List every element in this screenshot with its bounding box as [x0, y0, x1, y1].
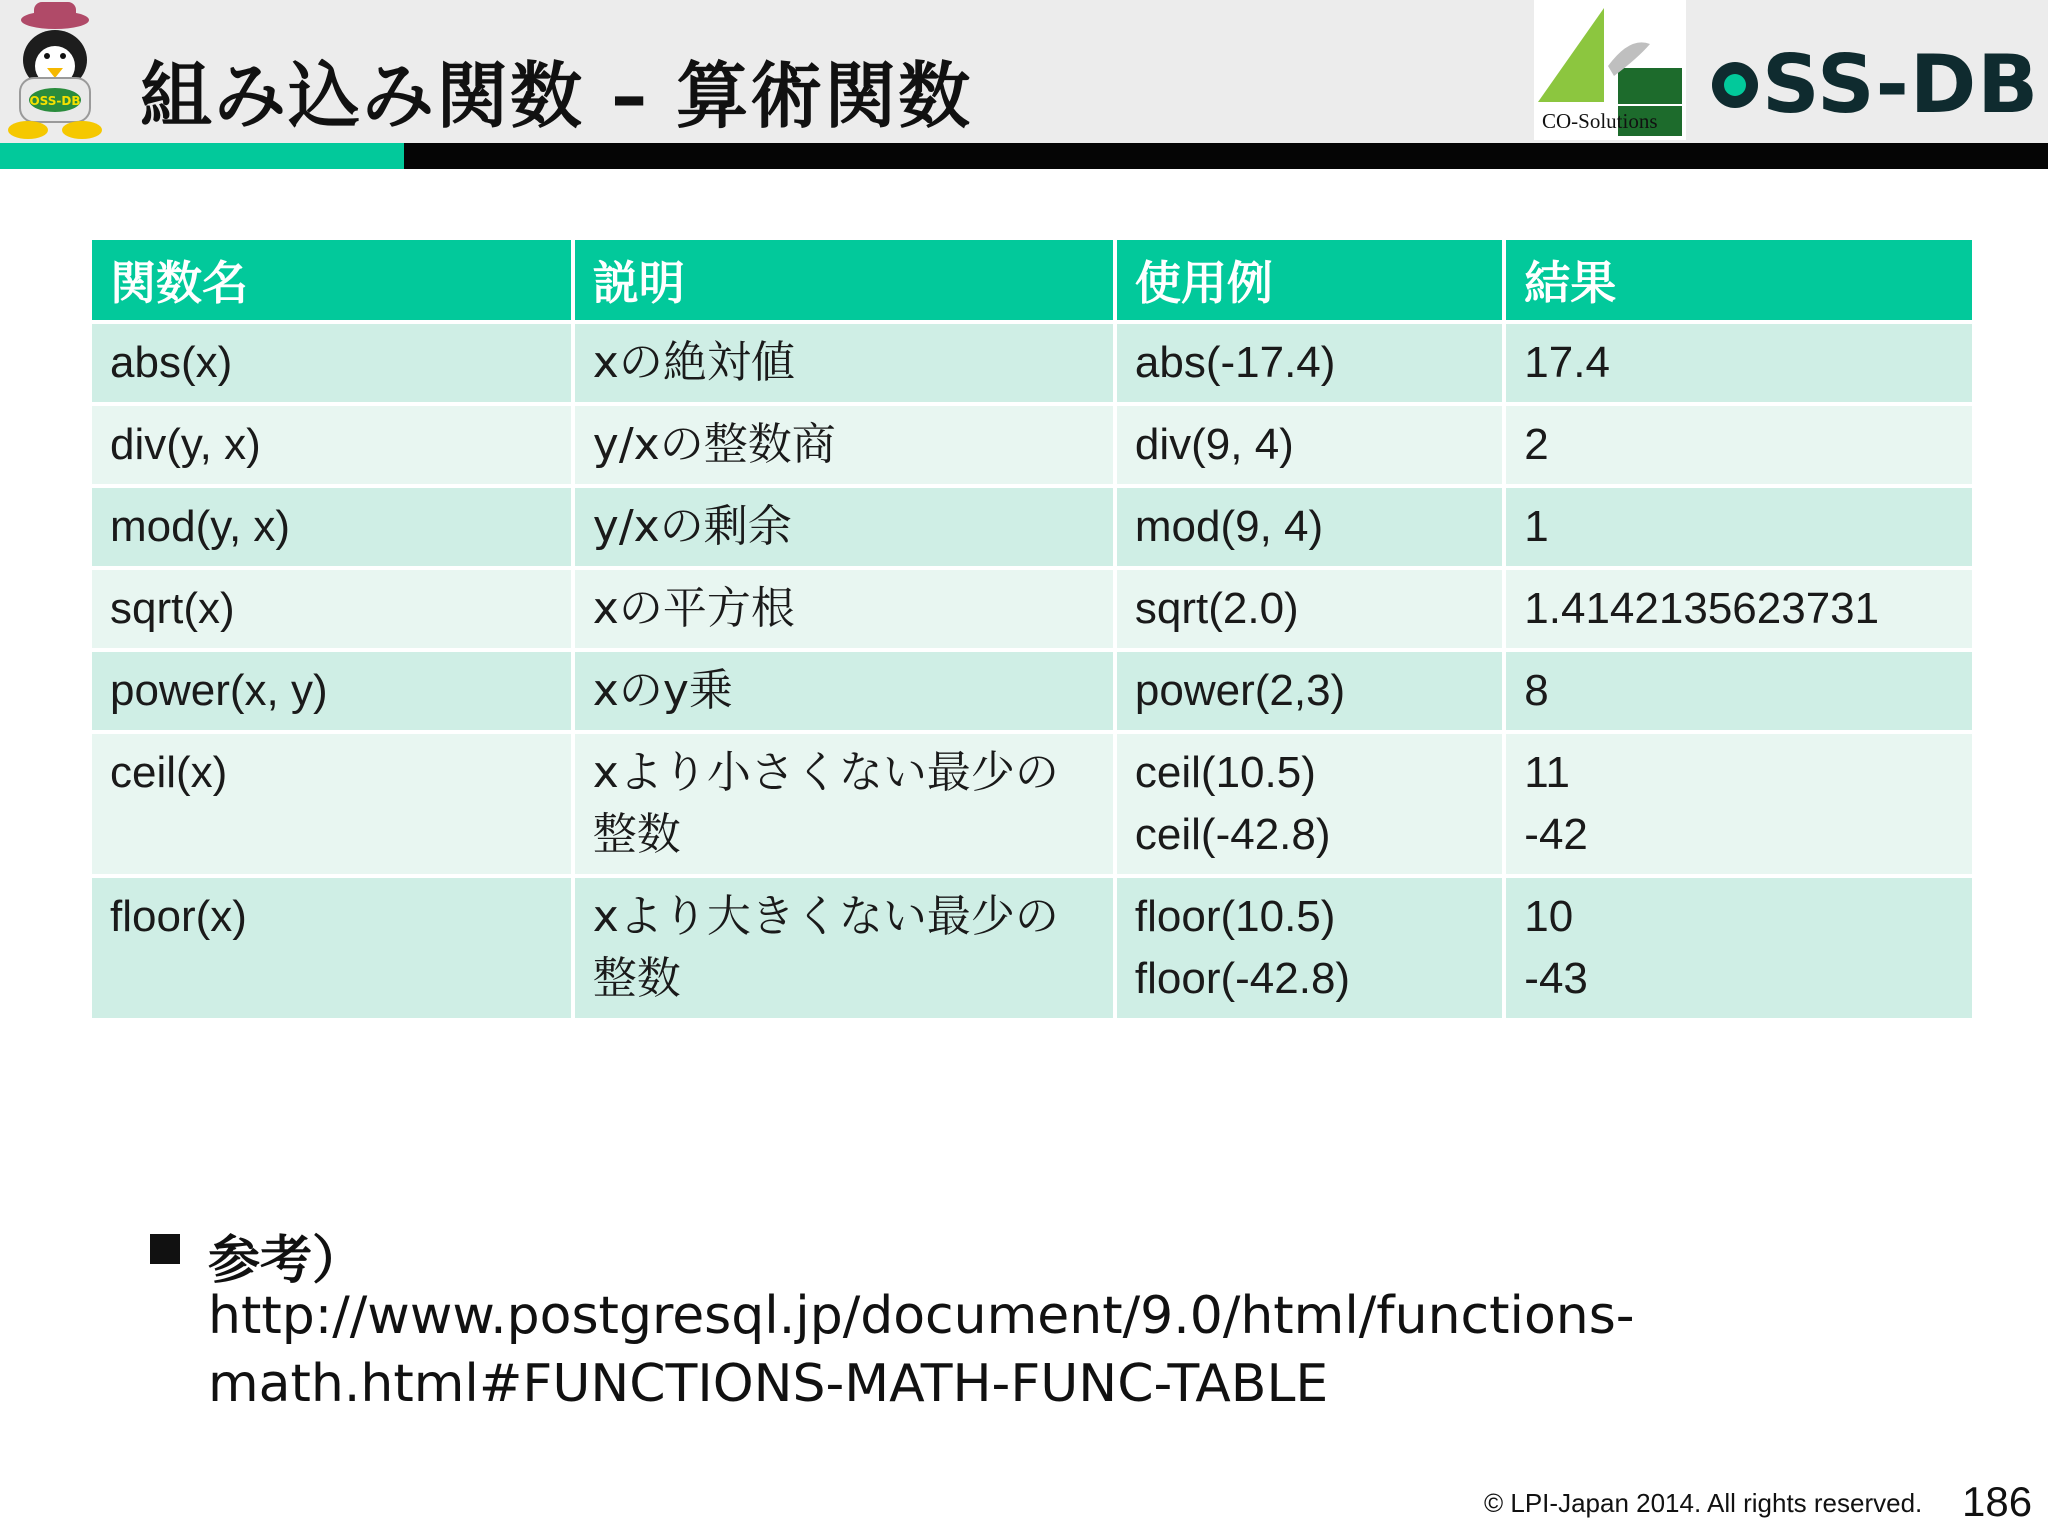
table-row	[90, 650, 1974, 732]
description-cell	[573, 568, 1115, 650]
example-line: ceil(-42.8)	[1134, 810, 1331, 859]
description-cell	[573, 650, 1115, 732]
function-name-cell: sqrt(x)	[90, 568, 573, 650]
function-name-cell: div(y, x)	[90, 404, 573, 486]
description-line: xの平方根	[592, 583, 795, 634]
reference-url: http://www.postgresql.jp/document/9.0/html/functions-math.html#FUNCTIONS-MATH-FUNC-TABLE	[208, 1286, 1635, 1414]
result-line: 1	[1524, 502, 1549, 551]
example-cell	[1115, 404, 1504, 486]
example-line: mod(9, 4)	[1134, 502, 1324, 551]
description-cell	[573, 876, 1115, 1020]
result-cell	[1504, 650, 1974, 732]
example-cell	[1115, 650, 1504, 732]
result-cell	[1504, 486, 1974, 568]
table-row	[90, 404, 1974, 486]
function-name-cell: ceil(x)	[90, 732, 573, 876]
example-cell	[1115, 568, 1504, 650]
example-line: sqrt(2.0)	[1134, 584, 1299, 633]
description-line: 整数	[592, 809, 681, 860]
result-line: 1.4142135623731	[1524, 584, 1880, 633]
description-line: xのy乗	[592, 665, 733, 716]
column-header: 使用例	[1115, 238, 1504, 322]
function-name-cell: power(x, y)	[90, 650, 573, 732]
column-header: 関数名	[90, 238, 573, 322]
column-header: 説明	[573, 238, 1115, 322]
oss-db-logo	[1712, 38, 2039, 131]
penguin-mascot-icon	[0, 0, 110, 143]
slide-header	[0, 0, 2048, 143]
function-name-cell: mod(y, x)	[90, 486, 573, 568]
description-line: xの絶対値	[592, 337, 795, 388]
result-cell	[1504, 322, 1974, 404]
co-solutions-logo	[1534, 0, 1686, 140]
description-cell	[573, 404, 1115, 486]
table-row	[90, 876, 1974, 1020]
result-line: -43	[1524, 954, 1588, 1003]
copyright-text: © LPI-Japan 2014. All rights reserved.	[1484, 1488, 1923, 1518]
co-solutions-text: CO-Solutions	[1542, 109, 1658, 133]
function-name-cell: floor(x)	[90, 876, 573, 1020]
result-line: 17.4	[1524, 338, 1610, 387]
result-line: 11	[1524, 748, 1570, 797]
example-cell	[1115, 732, 1504, 876]
result-line: 10	[1524, 892, 1574, 941]
example-line: div(9, 4)	[1134, 420, 1294, 469]
oss-db-logo-text: SS-DB	[1762, 38, 2040, 131]
description-line: y/xの剰余	[592, 501, 792, 552]
table-row	[90, 568, 1974, 650]
function-name-cell: abs(x)	[90, 322, 573, 404]
table-row	[90, 486, 1974, 568]
description-cell	[573, 486, 1115, 568]
oss-db-logo-o-icon	[1712, 62, 1758, 108]
math-functions-table	[88, 236, 1976, 1022]
result-line: 2	[1524, 420, 1549, 469]
example-line: ceil(10.5)	[1134, 748, 1316, 797]
header-divider-bar	[404, 143, 2048, 169]
description-cell	[573, 732, 1115, 876]
example-line: power(2,3)	[1134, 666, 1346, 715]
example-cell	[1115, 322, 1504, 404]
result-line: -42	[1524, 810, 1588, 859]
description-cell	[573, 322, 1115, 404]
table-header-row	[90, 238, 1974, 322]
mascot-badge-text: OSS-DB	[29, 94, 81, 108]
table-row	[90, 732, 1974, 876]
description-line: xより小さくない最少の	[592, 747, 1059, 798]
result-cell	[1504, 568, 1974, 650]
example-cell	[1115, 486, 1504, 568]
result-cell	[1504, 404, 1974, 486]
result-line: 8	[1524, 666, 1549, 715]
example-cell	[1115, 876, 1504, 1020]
reference-label: 参考）	[208, 1231, 365, 1291]
result-cell	[1504, 732, 1974, 876]
column-header: 結果	[1504, 238, 1974, 322]
description-line: xより大きくない最少の	[592, 891, 1059, 942]
example-line: abs(-17.4)	[1134, 338, 1336, 387]
description-line: y/xの整数商	[592, 419, 836, 470]
example-line: floor(10.5)	[1134, 892, 1336, 941]
result-cell	[1504, 876, 1974, 1020]
description-line: 整数	[592, 953, 681, 1004]
page-title: 組み込み関数 – 算術関数	[140, 54, 973, 138]
page-number: 186	[1962, 1478, 2033, 1525]
table-row	[90, 322, 1974, 404]
square-bullet-icon	[150, 1234, 180, 1264]
header-accent-bar	[0, 143, 404, 169]
example-line: floor(-42.8)	[1134, 954, 1351, 1003]
